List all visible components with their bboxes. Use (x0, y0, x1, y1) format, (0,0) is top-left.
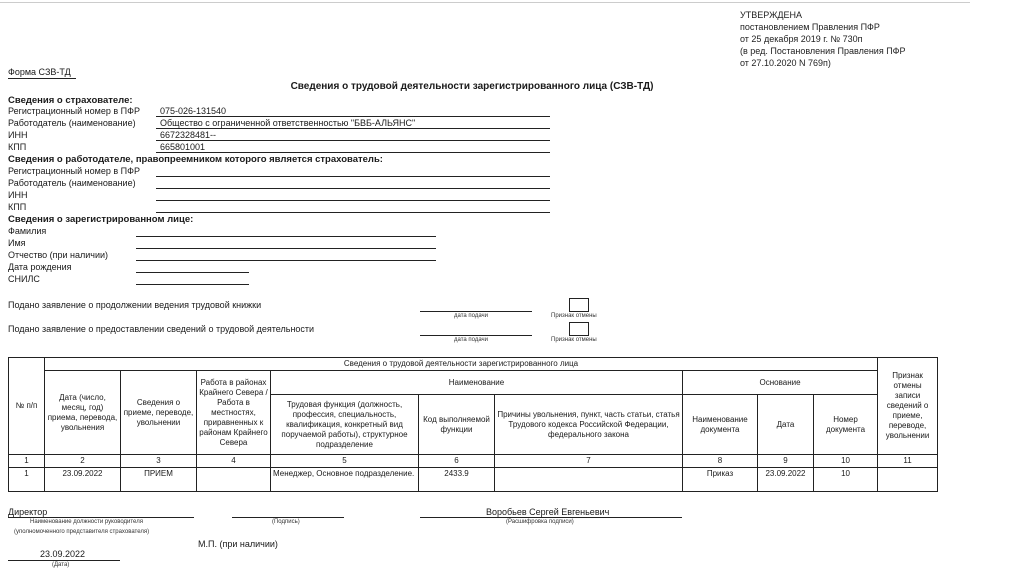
cell-num: 1 (9, 468, 45, 492)
person-birth-line (136, 272, 249, 273)
col-number: 9 (758, 455, 814, 468)
statement-continue-cancel-caption: Признак отмены (551, 313, 597, 319)
statement-continue-date-caption: дата подачи (454, 313, 489, 319)
person-patronymic-label: Отчество (при наличии) (8, 250, 109, 260)
col-header-info: Сведения о приеме, переводе, увольнении (121, 371, 197, 455)
insurer-reg-value: 075-026-131540 (160, 106, 227, 116)
insurer-kpp-value: 665801001 (160, 142, 206, 152)
statement-provide-cancel-caption: Признак отмены (551, 337, 597, 343)
page-title: Сведения о трудовой деятельности зарегистрированного лица (СЗВ-ТД) (290, 81, 654, 92)
successor-reg-line (156, 176, 550, 177)
statement-provide-cancel-box[interactable] (569, 322, 589, 336)
footer-date-line (8, 560, 120, 561)
footer-stamp: М.П. (при наличии) (198, 539, 278, 549)
col-header-docname: Наименование документа (683, 395, 758, 455)
col-number: 7 (495, 455, 683, 468)
insurer-inn-label: ИНН (8, 130, 28, 140)
approval-line-2: постановлением Правления ПФР (740, 22, 880, 32)
approval-line-1: УТВЕРЖДЕНА (740, 10, 803, 20)
footer-date-caption: (Дата) (52, 562, 70, 568)
top-rule (0, 2, 970, 3)
cell-north (197, 468, 271, 492)
naming-header: Наименование (271, 371, 683, 395)
footer-position-caption-2: (уполномоченного представителя страхователя) (14, 529, 150, 535)
footer-date: 23.09.2022 (40, 549, 86, 559)
insurer-heading: Сведения о страхователе: (8, 95, 133, 106)
person-snils-line (136, 284, 249, 285)
col-number: 5 (271, 455, 419, 468)
col-number: 8 (683, 455, 758, 468)
footer-signature-line (232, 517, 344, 518)
cell-cancel (878, 468, 938, 492)
person-birth-label: Дата рождения (8, 262, 72, 272)
approval-line-4: (в ред. Постановления Правления ПФР (740, 46, 906, 56)
successor-kpp-label: КПП (8, 202, 27, 212)
footer-name-line (420, 517, 682, 518)
person-snils-label: СНИЛС (8, 274, 40, 284)
statement-provide-date-line (420, 335, 532, 336)
successor-kpp-line (156, 212, 550, 213)
labor-activity-table (8, 357, 938, 492)
col-header-date: Дата (число, месяц, год) приема, перевода, увольнения (45, 371, 121, 455)
footer-position-line (8, 517, 194, 518)
cell-date: 23.09.2022 (45, 468, 121, 492)
cell-docnum: 10 (814, 468, 878, 492)
approval-line-5: от 27.10.2020 N 769п) (740, 58, 831, 68)
statement-continue-cancel-box[interactable] (569, 298, 589, 312)
col-header-function: Трудовая функция (должность, профессия, специальность, квалификация, конкретный вид поручаемой работы), структурное подразделение (271, 395, 419, 455)
successor-inn-line (156, 200, 550, 201)
col-number: 10 (814, 455, 878, 468)
statement-continue-date-line (420, 311, 532, 312)
insurer-reg-label: Регистрационный номер в ПФР (8, 106, 140, 116)
col-header-reasons: Причины увольнения, пункт, часть статьи, статья Трудового кодекса Российской Федерации, федерального закона (495, 395, 683, 455)
col-header-num: № п/п (9, 358, 45, 455)
statement-provide-label: Подано заявление о предоставлении сведений о трудовой деятельности (8, 324, 315, 334)
successor-reg-label: Регистрационный номер в ПФР (8, 166, 140, 176)
insurer-kpp-label: КПП (8, 142, 27, 152)
successor-heading: Сведения о работодателе, правопреемником которого является страхователь: (8, 154, 383, 165)
cell-docdate: 23.09.2022 (758, 468, 814, 492)
insurer-inn-line (156, 140, 550, 141)
statement-continue-label: Подано заявление о продолжении ведения трудовой книжки (8, 300, 262, 310)
col-header-north: Работа в районах Крайнего Севера / Работа в местностях, приравненных к районам Крайнего Севера (197, 371, 271, 455)
person-surname-label: Фамилия (8, 226, 47, 236)
col-header-docnum: Номер документа (814, 395, 878, 455)
approval-block (740, 9, 906, 69)
basis-header: Основание (683, 371, 878, 395)
insurer-employer-label: Работодатель (наименование) (8, 118, 136, 128)
col-number: 4 (197, 455, 271, 468)
cell-function: Менеджер, Основное подразделение. (271, 468, 419, 492)
cell-reasons (495, 468, 683, 492)
table-group-header: Сведения о трудовой деятельности зарегистрированного лица (45, 358, 878, 371)
col-header-cancel: Признак отмены записи сведений о приеме, переводе, увольнении (878, 358, 938, 455)
statement-provide-date-caption: дата подачи (454, 337, 489, 343)
footer-signature-caption: (Подпись) (272, 519, 300, 525)
footer-position: Директор (8, 507, 48, 517)
person-patronymic-line (136, 260, 436, 261)
footer-name: Воробьев Сергей Евгеньевич (486, 507, 610, 517)
cell-info: ПРИЕМ (121, 468, 197, 492)
table-row (9, 468, 938, 492)
col-header-code: Код выполняемой функции (419, 395, 495, 455)
successor-employer-line (156, 188, 550, 189)
cell-code: 2433.9 (419, 468, 495, 492)
col-number: 1 (9, 455, 45, 468)
person-heading: Сведения о зарегистрированном лице: (8, 214, 194, 225)
column-numbers-row (9, 455, 938, 468)
form-code: Форма СЗВ-ТД (8, 67, 71, 77)
person-name-label: Имя (8, 238, 26, 248)
person-surname-line (136, 236, 436, 237)
person-name-line (136, 248, 436, 249)
form-code-underline (8, 78, 76, 79)
insurer-inn-value: 6672328481-- (160, 130, 217, 140)
insurer-kpp-line (156, 152, 550, 153)
cell-docname: Приказ (683, 468, 758, 492)
approval-line-3: от 25 декабря 2019 г. № 730п (740, 34, 863, 44)
footer-position-caption: Наименование должности руководителя (30, 519, 143, 525)
col-number: 3 (121, 455, 197, 468)
insurer-employer-line (156, 128, 550, 129)
col-number: 11 (878, 455, 938, 468)
col-header-docdate: Дата (758, 395, 814, 455)
successor-employer-label: Работодатель (наименование) (8, 178, 136, 188)
col-number: 2 (45, 455, 121, 468)
insurer-employer-value: Общество с ограниченной ответственностью "БВБ-АЛЬЯНС" (160, 118, 416, 128)
footer-name-caption: (Расшифровка подписи) (506, 519, 574, 525)
insurer-reg-line (156, 116, 550, 117)
col-number: 6 (419, 455, 495, 468)
successor-inn-label: ИНН (8, 190, 28, 200)
